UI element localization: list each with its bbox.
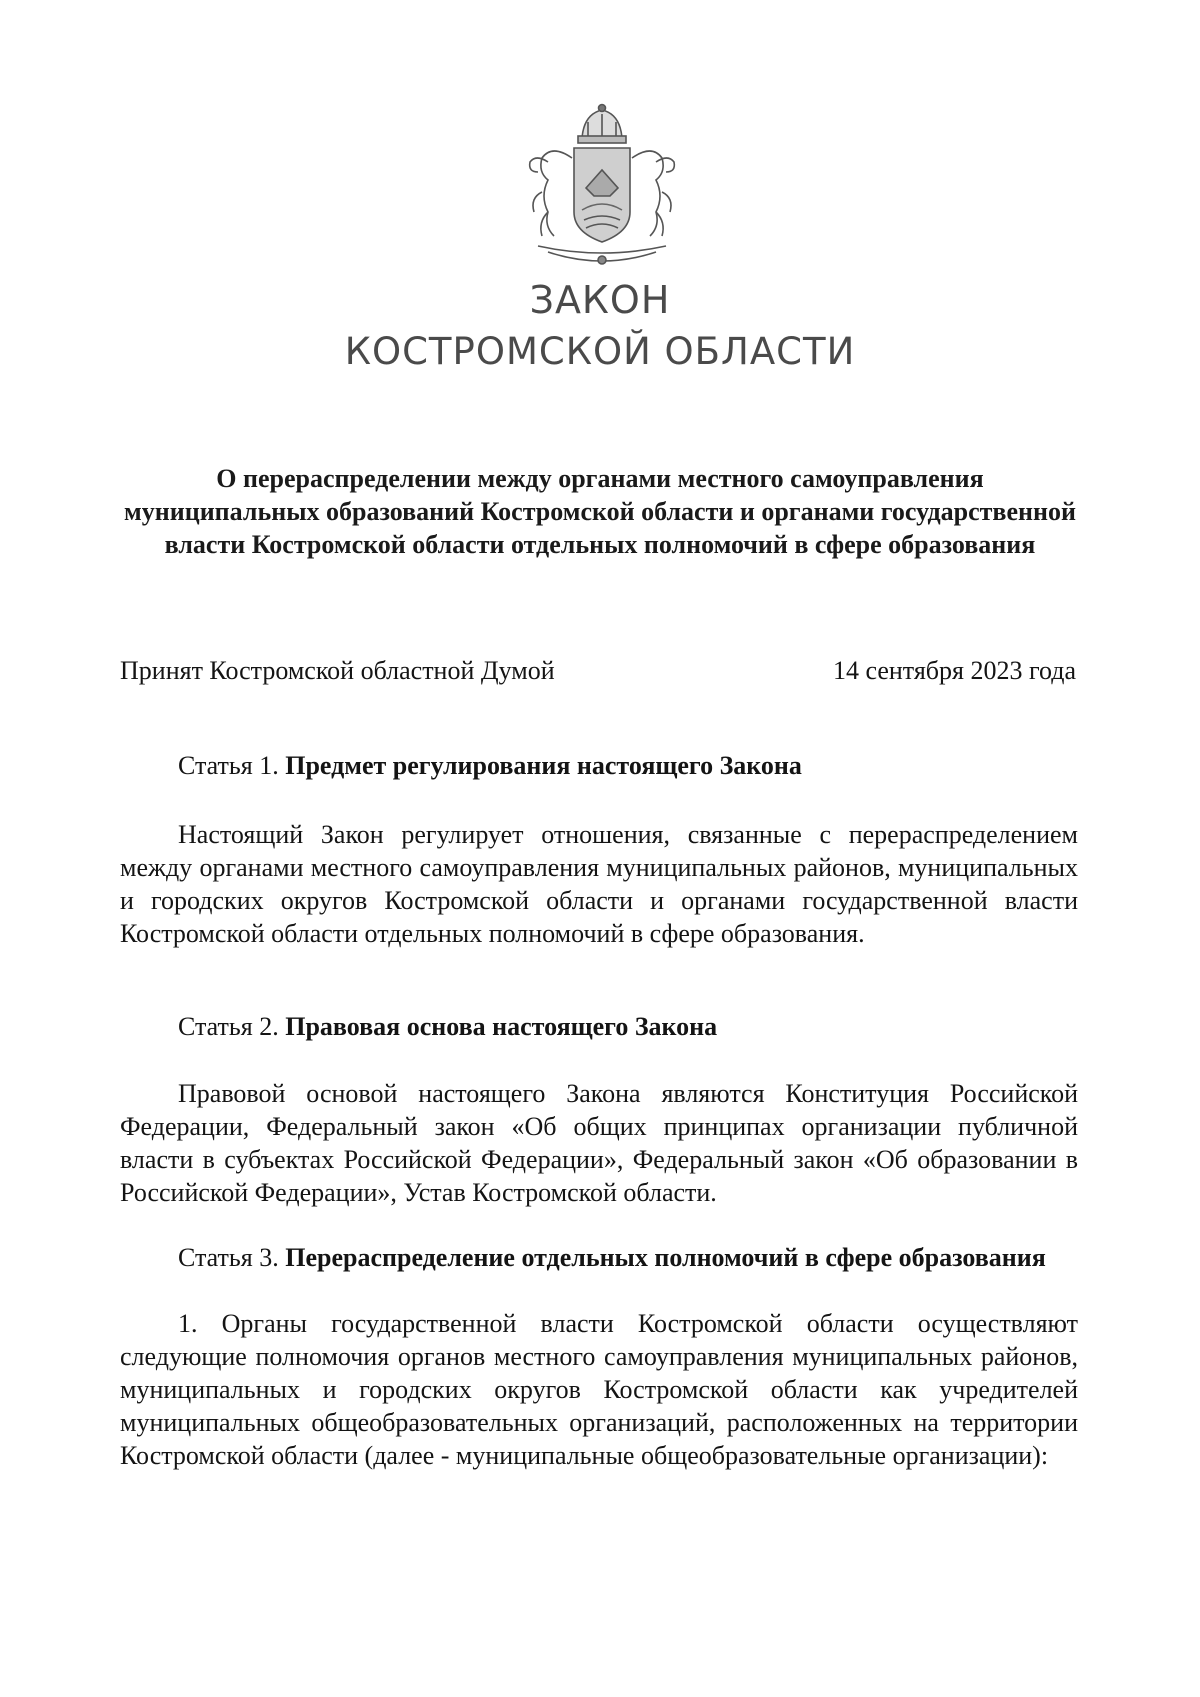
article-title: Правовая основа настоящего Закона (285, 1012, 718, 1041)
article-1-text: Настоящий Закон регулирует отношения, связанные с перераспределением между органами местного самоуправления муниципальных районов, муниципальных и городских округов Костромской области и органами государственной власти Костромской области отдельных полномочий в сфере образования. (120, 820, 1078, 948)
article-number: Статья 1. (178, 751, 279, 780)
law-region: КОСТРОМСКОЙ ОБЛАСТИ (344, 330, 856, 373)
article-3-heading (120, 1243, 1078, 1273)
article-title: Перераспределение отдельных полномочий в сфере образования (285, 1243, 1046, 1272)
article-1-heading (120, 751, 1078, 781)
law-title: ЗАКОН (529, 278, 671, 322)
article-2-heading (120, 1012, 1078, 1042)
article-3-text: 1. Органы государственной власти Костромской области осуществляют следующие полномочия органов местного самоуправления муниципальных районов, муниципальных и городских округов Костромской области как учредителей муниципальных общеобразовательных организаций, расположенных на территории Костромской области (далее - муниципальные общеобразовательные организации): (120, 1309, 1078, 1470)
law-subject: О перераспределении между органами местного самоуправления муниципальных образований Костромской области и органами государственной власти Костромской области отдельных полномочий в сфере образования (124, 464, 1076, 559)
article-2-text: Правовой основой настоящего Закона являются Конституция Российской Федерации, Федеральный закон «Об общих принципах организации публичной власти в субъектах Российской Федерации», Федеральный закон «Об образовании в Российской Федерации», Устав Костромской области. (120, 1079, 1078, 1207)
article-title: Предмет регулирования настоящего Закона (285, 751, 802, 780)
adoption-body: Принят Костромской областной Думой (120, 656, 555, 685)
article-number: Статья 3. (178, 1243, 279, 1272)
coat-of-arms-icon (508, 100, 696, 272)
adoption-date: 14 сентября 2023 года (832, 656, 1076, 685)
article-number: Статья 2. (178, 1012, 279, 1041)
adoption-line (120, 656, 1076, 686)
